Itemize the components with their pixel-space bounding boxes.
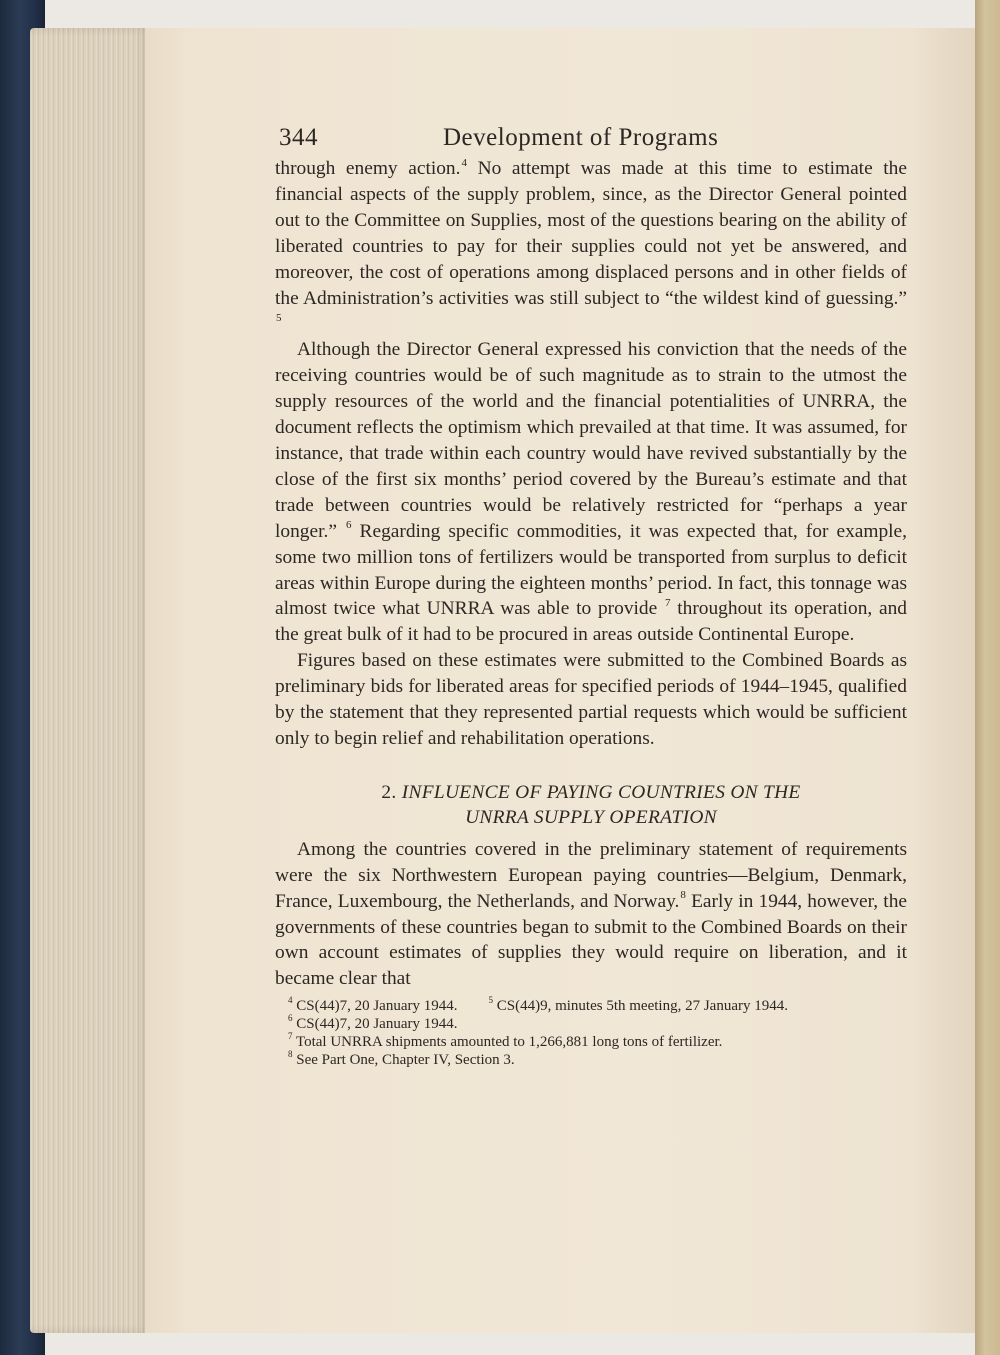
footnote-8: $^8$ See Part One, Chapter IV, Section 3. <box>288 1048 515 1068</box>
section-number: 2. <box>381 781 397 803</box>
page-number: 344 <box>279 124 318 151</box>
section-title-line-2: UNRRA SUPPLY OPERATION <box>465 807 717 829</box>
running-head <box>275 124 907 156</box>
section-heading <box>275 780 907 831</box>
paragraph-1: through enemy action.$^4$ No attempt was made at this time to estimate the financial aspects of the supply problem, since, as the Director General pointed out to the Committee on Supplies, most of the questions bearing on the ability of liberated countries to pay for their supplies could not yet be answered, and moreover, the cost of operations among displaced persons and in other fields of the Administration’s activities was still subject to “the wildest kind of guessing.” $^5$ <box>275 156 907 324</box>
paragraph-2: Although the Director General expressed his conviction that the needs of the receiving countries would be of such magnitude as to strain to the utmost the supply resources of the world and the financial potentialities of UNRRA, the document reflects the optimism which prevailed at that time. It was assumed, for instance, that trade within each country would have revived substantially by the close of the first six months’ period covered by the Bureau’s estimate and that trade between countries would be relatively restricted for “perhaps a year longer.” $^6$ Regarding specific commodities, it was expected that, for example, some two million tons of fertilizers would be transported from surplus to deficit areas within Europe during the eighteen months’ period. In fact, this tonnage was almost twice what UNRRA was able to provide $^7$ throughout its operation, and the great bulk of it had to be procured in areas outside Continental Europe. <box>275 339 907 646</box>
paragraph-4: Among the countries covered in the preliminary statement of requirements were the six Northwestern European paying countries—Belgium, Denmark, France, Luxembourg, the Netherlands, and Norway.$^8$ Early in 1944, however, the governments of these countries began to submit to the Combined Boards on their own account estimates of supplies they would require on liberation, and it became clear that <box>275 838 907 990</box>
footnote-ref-6: 6 <box>345 519 352 532</box>
page-content <box>275 124 907 1069</box>
footnote-7: $^7$ Total UNRRA shipments amounted to 1,266,881 long tons of fertilizer. <box>288 1030 723 1050</box>
page-stack-edge <box>30 28 150 1333</box>
book-cover-right <box>975 0 1000 1355</box>
footnote-ref-5: 5 <box>276 311 282 324</box>
paragraph-3: Figures based on these estimates were submitted to the Combined Boards as preliminary bids for liberated areas for specified periods of 1944–1945, qualified by the statement that they represented partial requests which would be sufficient only to begin relief and rehabilitation operations. <box>275 650 907 749</box>
running-title: Development of Programs <box>443 124 719 151</box>
footnote-4: $^4$ CS(44)7, 20 January 1944. <box>288 995 458 1015</box>
section-title-line-1: INFLUENCE OF PAYING COUNTRIES ON THE <box>401 781 801 803</box>
footnote-ref-7: 7 <box>665 596 671 609</box>
footnotes <box>275 995 907 1069</box>
footnote-ref-8: 8 <box>680 889 686 902</box>
footnote-ref-4: 4 <box>461 156 467 169</box>
footnote-6: $^6$ CS(44)7, 20 January 1944. <box>288 1013 458 1033</box>
footnote-5: $^5$ CS(44)9, minutes 5th meeting, 27 January 1944. <box>488 995 788 1015</box>
